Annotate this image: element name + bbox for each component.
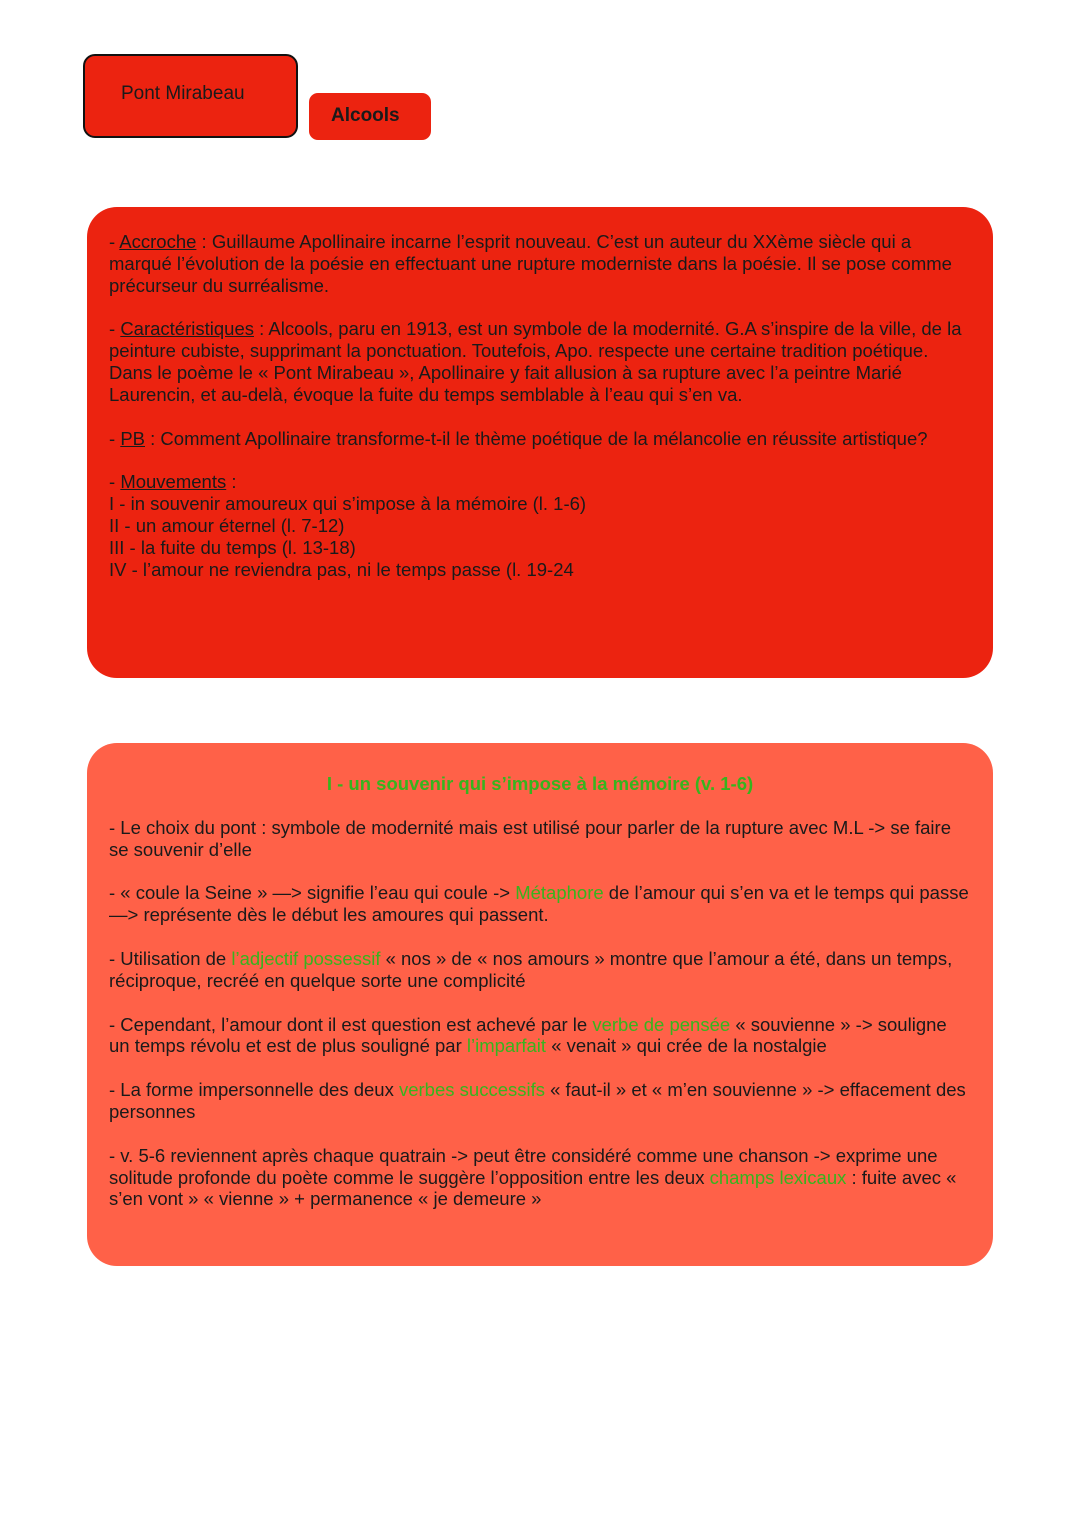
part1-text: : fuite avec « s’en vont » « vienne » + permanence « je demeure » xyxy=(109,1166,957,1210)
part1-box xyxy=(87,743,993,1266)
mouvement-item: II - un amour éternel (l. 7-12) xyxy=(109,514,345,536)
work-tag-text: Alcools xyxy=(331,105,400,126)
part1-text: - v. 5-6 reviennent après chaque quatrain -> peut être considéré comme une chanson -> exprime une solitude profonde du poète comme le suggère l’opposition entre les deux xyxy=(109,1144,938,1188)
part1-text: « venait » qui crée de la nostalgie xyxy=(546,1035,827,1057)
part1-text: « nos » de « nos amours » montre que l’amour a été, dans un temps, réciproque, recréé en quelque sorte une complicité xyxy=(109,947,953,991)
part1-text: - Cependant, l’amour dont il est question est achevé par le xyxy=(109,1013,593,1035)
figure-verbe-pensee: verbe de pensée xyxy=(592,1013,731,1035)
part1-heading: I - un souvenir qui s’impose à la mémoire (v. 1-6) xyxy=(326,773,754,794)
work-tag xyxy=(309,93,431,140)
title-tag-text: Pont Mirabeau xyxy=(121,83,245,104)
accroche-paragraph: - Accroche : Guillaume Apollinaire incarne l’esprit nouveau. C’est un auteur du XXème siècle qui a marqué l’évolution de la poésie en effectuant une rupture moderniste dans la poésie. Il se pose comme précurseur du surréalisme. xyxy=(109,231,952,296)
part1-text: « souvienne » -> souligne un temps révolu et est de plus souligné par xyxy=(109,1013,947,1057)
pb-label: PB xyxy=(120,427,145,449)
part1-text: - Utilisation de xyxy=(109,947,232,969)
part1-point-seine xyxy=(109,882,971,926)
part1-text: « faut-il » et « m’en souvienne » -> effacement des personnes xyxy=(109,1079,966,1122)
figure-adjectif-possessif: l’adjectif possessif xyxy=(231,947,381,969)
pb-paragraph: - PB : Comment Apollinaire transforme-t-il le thème poétique de la mélancolie en réussite artistique? xyxy=(109,427,928,449)
figure-imparfait: l’imparfait xyxy=(466,1035,547,1057)
part1-point-impersonnel xyxy=(109,1079,971,1123)
title-tag xyxy=(83,54,298,138)
figure-metaphore: Métaphore xyxy=(515,882,604,904)
part1-text: - La forme impersonnelle des deux xyxy=(109,1079,399,1101)
caracteristiques-paragraph: - Caractéristiques : Alcools, paru en 1913, est un symbole de la modernité. G.A s’inspire de la ville, de la peinture cubiste, supprimant la ponctuation. Toutefois, Apo. respecte une certaine tradition poétique. Dans le poème le « Pont Mirabeau », Apollinaire y fait allusion à sa rupture avec l’a peintre Marié Laurencin, et au-delà, évoque la fuite du temps semblable à l’eau qui s’en va. xyxy=(109,318,962,405)
part1-text: - « coule la Seine » —> signifie l’eau qui coule -> xyxy=(109,882,516,904)
caracteristiques-text: : Alcools, paru en 1913, est un symbole de la modernité. G.A s’inspire de la ville, de la peinture cubiste, supprimant la ponctuation. Toutefois, Apo. respecte une certaine tradition poétique. Dans le poème le « Pont Mirabeau », Apollinaire y fait allusion à sa rupture avec l’a peintre Marié Laurencin, et au-delà, évoque la fuite du temps semblable à l’eau qui s’en va. xyxy=(109,318,962,405)
caracteristiques-label: Caractéristiques xyxy=(120,318,254,340)
mouvements-label: Mouvements xyxy=(120,471,227,493)
figure-verbes-successifs: verbes successifs xyxy=(398,1079,545,1101)
mouvements-suffix: : xyxy=(226,471,237,493)
part1-text: de l’amour qui s’en va et le temps qui passe—> représente dès le début les amoures qui passent. xyxy=(109,882,969,926)
part1-point-refrain xyxy=(109,1145,971,1210)
figure-champs-lexicaux: champs lexicaux xyxy=(709,1166,847,1188)
pb-text: : Comment Apollinaire transforme-t-il le thème poétique de la mélancolie en réussite artistique? xyxy=(145,427,928,449)
accroche-text: : Guillaume Apollinaire incarne l’esprit nouveau. C’est un auteur du XXème siècle qui a marqué l’évolution de la poésie en effectuant une rupture moderniste dans la poésie. Il se pose comme précurseur du surréalisme. xyxy=(109,231,952,296)
part1-point-pensee xyxy=(109,1014,971,1058)
intro-box xyxy=(87,207,993,678)
part1-point-possessif xyxy=(109,948,971,992)
mouvement-item: III - la fuite du temps (l. 13-18) xyxy=(109,536,356,558)
mouvements-paragraph: - Mouvements : I - in souvenir amoureux qui s’impose à la mémoire (l. 1-6) II - un amour éternel (l. 7-12) III - la fuite du temps (l. 13-18) IV - l’amour ne reviendra pas, ni le temps passe (l. 19-24 xyxy=(109,471,971,580)
mouvement-item: IV - l’amour ne reviendra pas, ni le temps passe (l. 19-24 xyxy=(109,558,574,580)
mouvement-item: I - in souvenir amoureux qui s’impose à la mémoire (l. 1-6) xyxy=(109,493,587,515)
part1-point-pont: - Le choix du pont : symbole de modernité mais est utilisé pour parler de la rupture avec M.L -> se faire se souvenir d’elle xyxy=(109,816,951,860)
accroche-label: Accroche xyxy=(119,231,197,252)
